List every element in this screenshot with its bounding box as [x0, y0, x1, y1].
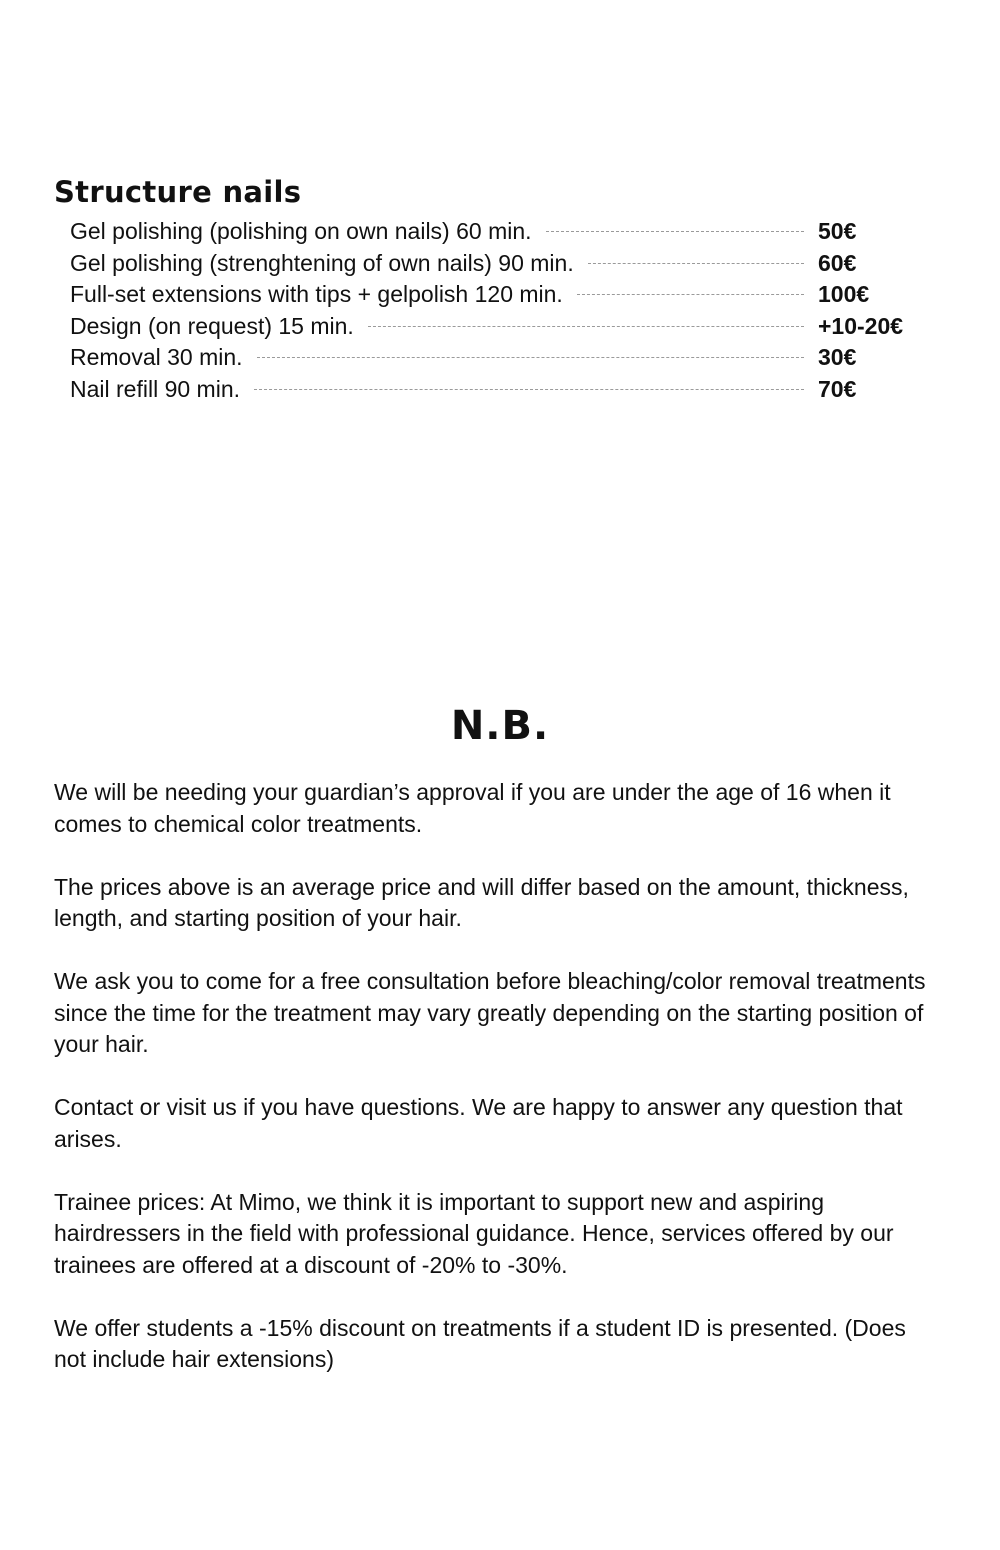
service-name: Design (on request) 15 min. — [70, 312, 354, 339]
note-paragraph: We will be needing your guardian’s approval if you are under the age of 16 when it comes to chemical color treatments. — [54, 779, 891, 837]
dotted-leader — [257, 357, 804, 358]
note-paragraph: The prices above is an average price and will differ based on the amount, thickness, length, and starting position of your hair. — [54, 873, 909, 931]
price-row — [70, 376, 934, 408]
service-name: Nail refill 90 min. — [70, 375, 240, 402]
price-row — [70, 313, 934, 345]
dotted-leader — [588, 263, 804, 264]
service-price: 50€ — [818, 218, 857, 244]
service-name: Removal 30 min. — [70, 344, 243, 371]
service-price: +10-20€ — [818, 312, 904, 339]
service-name: Gel polishing (polishing on own nails) 60 min. — [70, 218, 532, 244]
dotted-leader — [546, 231, 804, 232]
note-paragraph: Contact or visit us if you have questions. We are happy to answer any question that arises. — [54, 1094, 903, 1152]
dotted-leader — [577, 294, 804, 295]
price-list — [54, 218, 934, 408]
service-name: Full-set extensions with tips + gelpolish 120 min. — [70, 281, 563, 308]
price-row — [70, 281, 934, 313]
service-price: 70€ — [818, 375, 857, 402]
dotted-leader — [254, 389, 804, 390]
price-row — [70, 218, 934, 250]
dotted-leader — [368, 326, 804, 327]
service-price: 60€ — [818, 249, 857, 276]
note-paragraph: Trainee prices: At Mimo, we think it is important to support new and aspiring hairdressers in the field with professional guidance. Hence, services offered by our trainees are offered at a discount of -20% to -30%. — [54, 1188, 894, 1278]
note-paragraph: We ask you to come for a free consultation before bleaching/color removal treatments since the time for the treatment may vary greatly depending on the starting position of your hair. — [54, 968, 926, 1057]
price-row — [70, 344, 934, 376]
service-price: 100€ — [818, 281, 870, 308]
price-row — [70, 250, 934, 282]
nb-notes — [54, 777, 944, 1407]
section-title: Structure nails — [54, 175, 302, 209]
note-paragraph: We offer students a -15% discount on treatments if a student ID is presented. (Does not include hair extensions) — [54, 1314, 906, 1372]
structure-nails-section — [54, 172, 934, 408]
service-name: Gel polishing (strenghtening of own nails) 90 min. — [70, 249, 574, 276]
nb-title: N.B. — [450, 703, 550, 749]
service-price: 30€ — [818, 344, 857, 371]
